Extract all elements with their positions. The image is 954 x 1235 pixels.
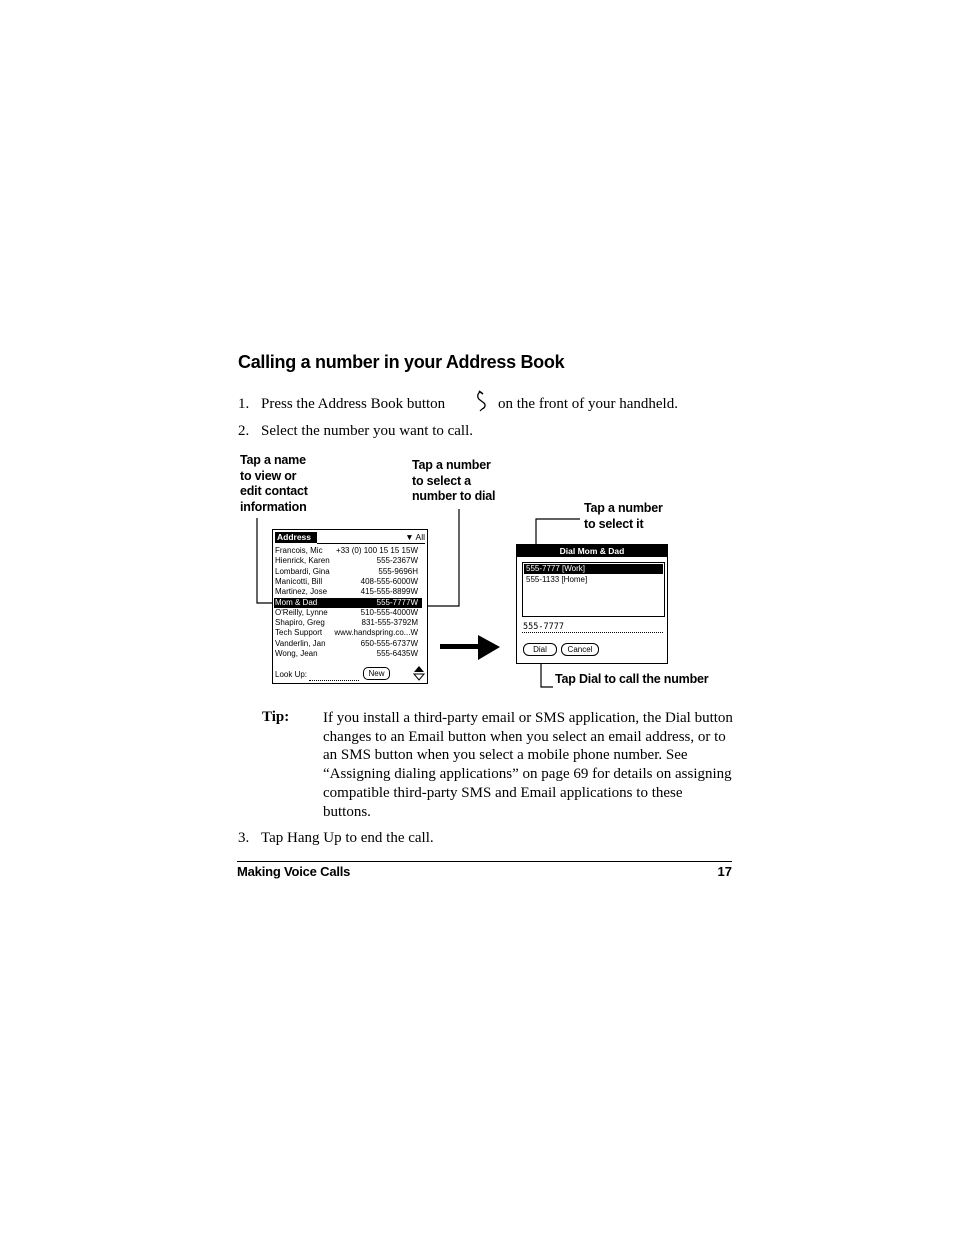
callout-tap-number-select: Tap a number to select it [584,501,663,531]
address-entry-row[interactable]: Vanderlin, Jan 650-555-6737W [275,638,418,648]
footer-section-title: Making Voice Calls [237,864,351,879]
category-picker[interactable]: ▼ All [405,532,425,542]
tip-label: Tip: [262,709,290,725]
number-list [522,562,665,617]
cancel-button[interactable]: Cancel [561,643,599,656]
number-field-underline [522,632,663,633]
dialog-title: Dial Mom & Dad [517,545,667,557]
address-entry-row[interactable]: Shapiro, Greg 831-555-3792M [275,618,418,628]
step-number: 3. [238,830,250,846]
address-entry-row-selected[interactable]: Mom & Dad 555-7777W [274,598,422,608]
dial-button[interactable]: Dial [523,643,557,656]
step-text: Tap Hang Up to end the call. [261,830,434,846]
callout-tap-name: Tap a name to view or edit contact information [240,453,308,514]
footer-rule [237,861,732,862]
address-entry-row[interactable]: O'Reilly, Lynne 510-555-4000W [275,607,418,617]
address-entry-row[interactable]: Martinez, Jose 415-555-8899W [275,587,418,597]
lookup-label: Look Up: [275,670,308,679]
step-number: 2. [238,423,250,439]
lookup-input[interactable] [309,680,359,681]
address-entry-row[interactable]: Hienrick, Karen 555-2367W [275,556,418,566]
page-number: 17 [717,864,732,879]
dial-dialog [516,544,668,664]
number-item-selected[interactable]: 555-7777 [Work] [524,564,663,574]
step-3 [238,830,718,850]
number-item[interactable]: 555-1133 [Home] [526,575,588,584]
callout-tap-number-dial: Tap a number to select a number to dial [412,458,496,503]
address-entry-row[interactable]: Lombardi, Gina 555-9696H [275,566,418,576]
title-rule [317,543,425,544]
step-number: 1. [238,396,250,412]
address-entry-row[interactable]: Francois, Mic +33 (0) 100 15 15 15W [275,546,418,555]
step-text-before: Press the Address Book button [261,396,446,412]
number-field[interactable]: 555-7777 [523,622,564,632]
tip-body: If you install a third-party email or SMS application, the Dial button changes to an Email button when you select an email address, or to an SMS button when you select a mobile phone number. See “Assigning dialing applications” on page 69 for details on assigning compatible third-party SMS and Email applications to these buttons. [323,710,733,820]
address-app-title: Address [275,532,317,543]
callout-tap-dial: Tap Dial to call the number [555,672,709,686]
step-text-after: on the front of your handheld. [498,396,678,412]
address-entry-row[interactable]: Manicotti, Bill 408-555-6000W [275,576,418,586]
step-text: Select the number you want to call. [261,423,474,439]
address-entry-row[interactable]: Wong, Jean 555-6435W [275,649,418,658]
address-entry-row[interactable]: Tech Support www.handspring.co...W [275,628,418,638]
address-list-screen [272,529,428,684]
right-arrow-icon [438,633,502,663]
scroll-arrows-icon[interactable] [413,665,425,681]
new-button[interactable]: New [363,667,390,680]
section-heading: Calling a number in your Address Book [238,352,565,372]
